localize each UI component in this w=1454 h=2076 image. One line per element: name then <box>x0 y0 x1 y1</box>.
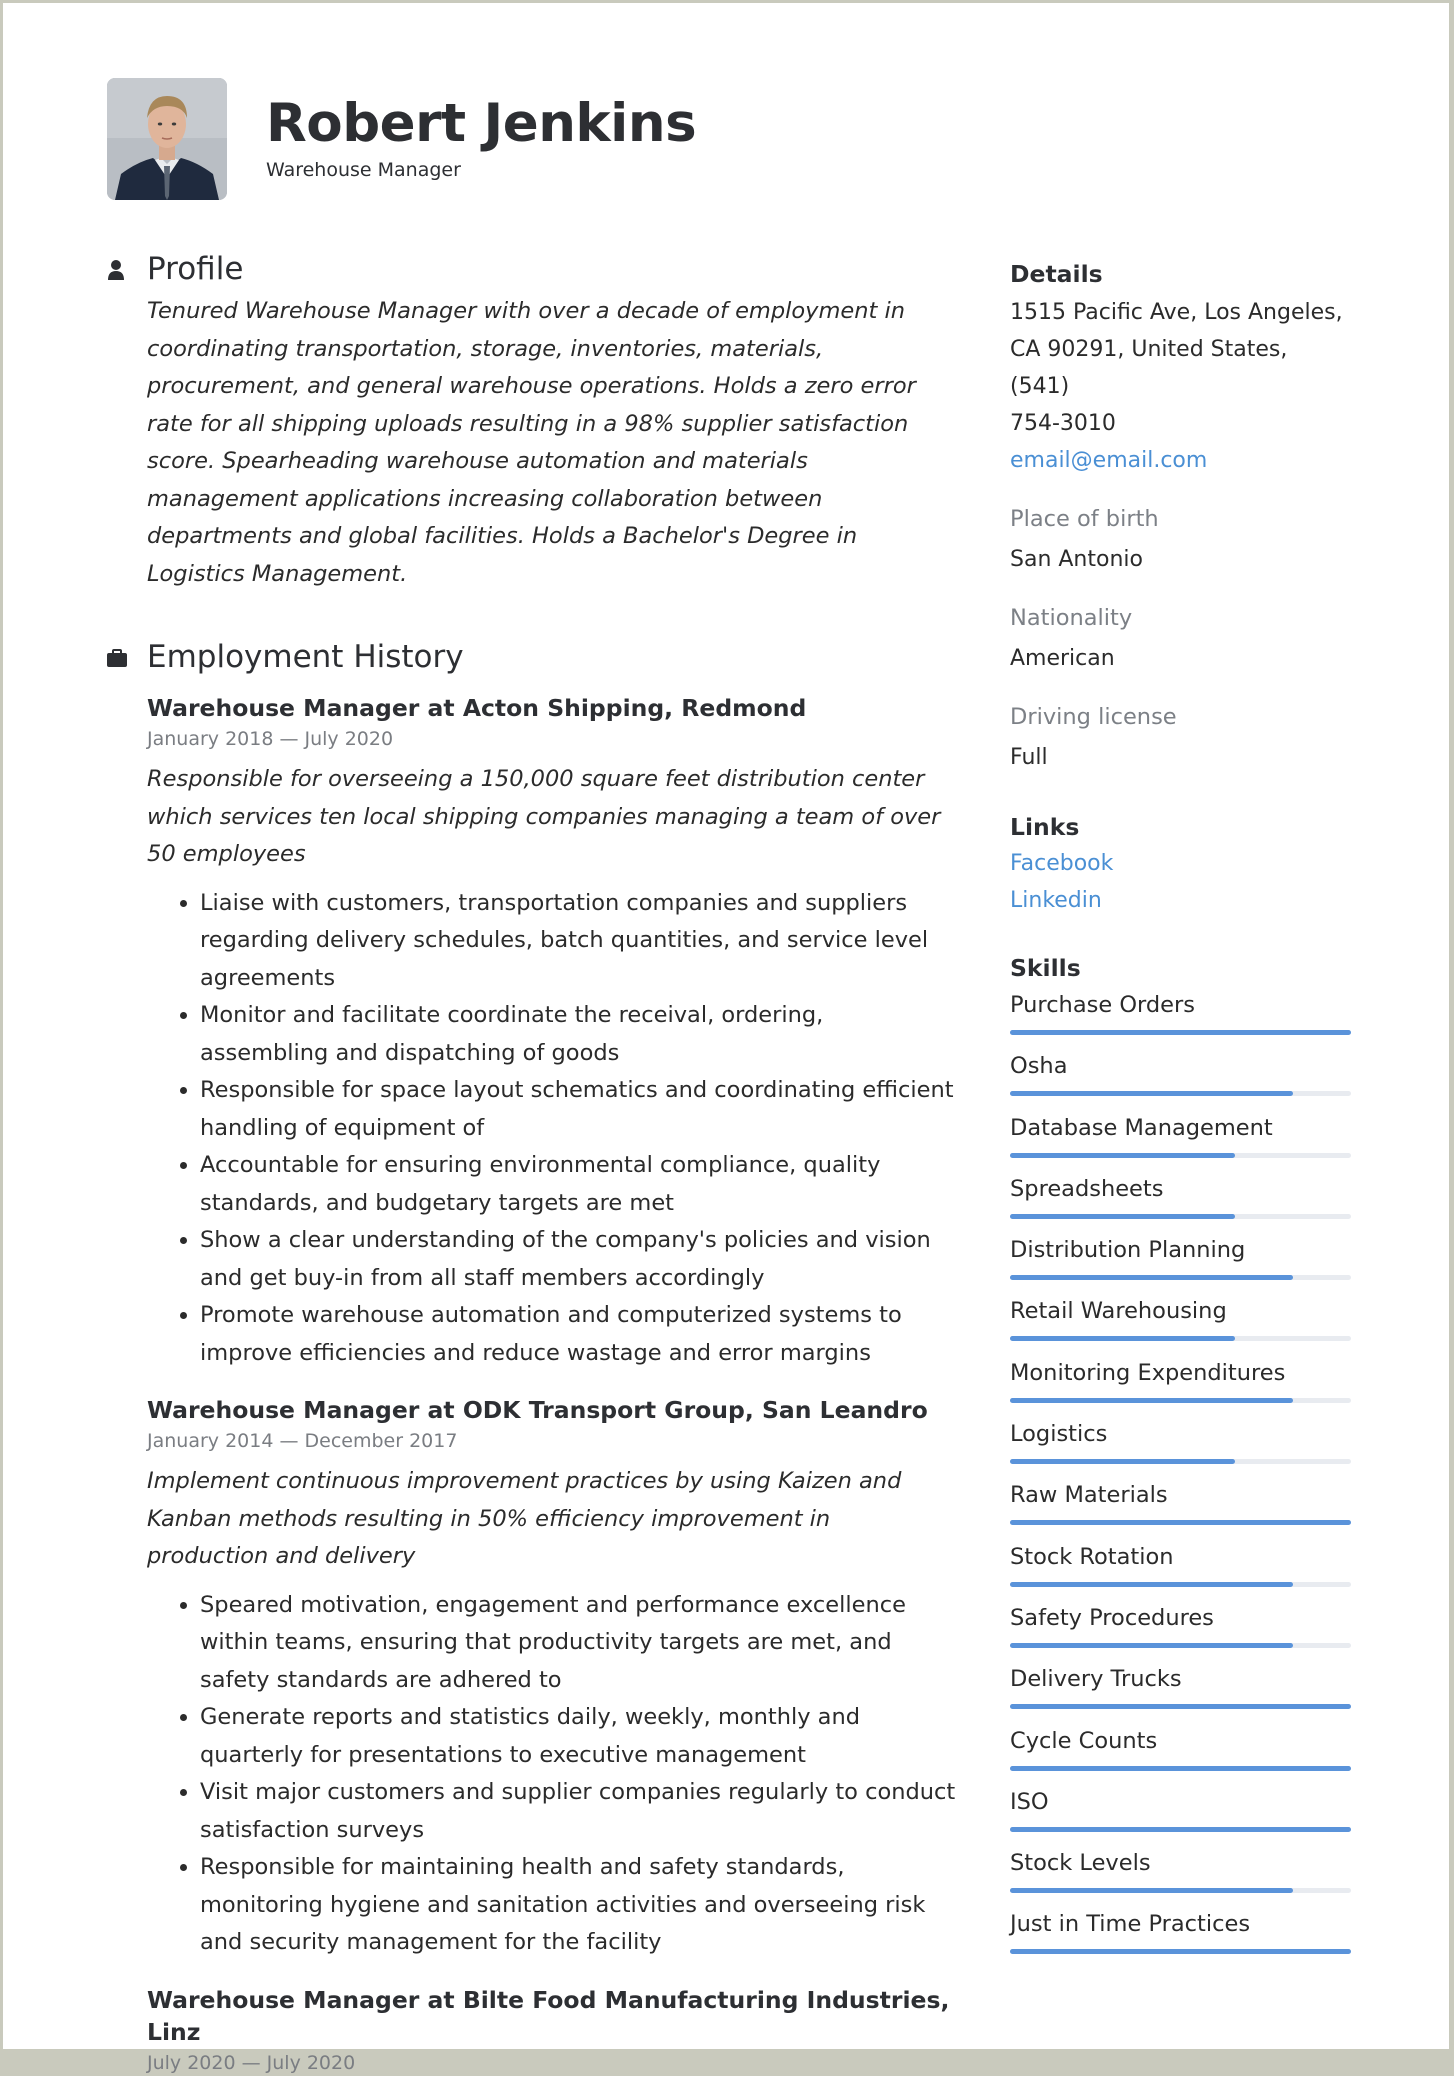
job-title: Warehouse Manager at Acton Shipping, Redmond <box>147 694 807 723</box>
profile-summary: Tenured Warehouse Manager with over a decade of employment in coordinating transportation, storage, inventories, materials, procurement, and general warehouse operations. Holds a zero error rate for all shipping uploads resulting in a 98% supplier satisfaction score. Spearheading warehouse automation and materials management applications increasing collaboration between departments and global facilities. Holds a Bachelor's Degree in Logistics Management. <box>147 298 916 587</box>
jobs-list <box>147 692 957 2076</box>
skill-name: Raw Materials <box>1010 1482 1168 1509</box>
skill-name: Spreadsheets <box>1010 1175 1164 1202</box>
links-heading: Links <box>1010 813 1080 841</box>
skill-level-fill <box>1010 1275 1293 1280</box>
skills-list <box>1010 988 1350 1969</box>
job-entry <box>147 1984 957 2076</box>
skill-name: Cycle Counts <box>1010 1727 1158 1754</box>
skill-level-fill <box>1010 1091 1293 1096</box>
skill-level-track <box>1010 1827 1351 1832</box>
skill-name: Monitoring Expenditures <box>1010 1359 1286 1386</box>
skill-name: Purchase Orders <box>1010 992 1195 1018</box>
avatar <box>107 78 227 200</box>
skill-name: ISO <box>1010 1788 1049 1815</box>
skill-level-fill <box>1010 1214 1235 1219</box>
skill-item <box>1010 1724 1350 1785</box>
skill-item <box>1010 1662 1350 1723</box>
job-bullet: • Accountable for ensuring environmental compliance, quality standards, and budgetary targets are met <box>200 1147 957 1222</box>
driving-license-value: Full <box>1010 745 1048 770</box>
skill-name: Safety Procedures <box>1010 1604 1214 1631</box>
skill-item <box>1010 1601 1350 1662</box>
skill-level-track <box>1010 1704 1351 1709</box>
skill-level-fill <box>1010 1459 1235 1464</box>
skill-item <box>1010 1172 1350 1233</box>
skill-item <box>1010 1294 1350 1355</box>
skill-level-track <box>1010 1520 1351 1525</box>
skill-level-track <box>1010 1275 1351 1280</box>
skill-level-fill <box>1010 1030 1351 1035</box>
skill-level-fill <box>1010 1336 1235 1341</box>
skill-level-fill <box>1010 1153 1235 1158</box>
skill-level-track <box>1010 1766 1351 1771</box>
skill-level-track <box>1010 1214 1351 1219</box>
skill-level-fill <box>1010 1766 1351 1771</box>
skill-level-track <box>1010 1153 1351 1158</box>
skill-name: Osha <box>1010 1053 1068 1080</box>
details-heading: Details <box>1010 260 1103 288</box>
skill-level-track <box>1010 1459 1351 1464</box>
job-bullet: • Responsible for maintaining health and safety standards, monitoring hygiene and sanitation activities and overseeing risk and security management for the facility <box>200 1849 957 1962</box>
job-bullet: • Liaise with customers, transportation companies and suppliers regarding delivery schedules, batch quantities, and service level agreements <box>200 885 957 998</box>
skill-item <box>1010 1907 1350 1968</box>
job-bullets <box>147 885 957 1373</box>
skill-level-track <box>1010 1643 1351 1648</box>
job-entry <box>147 692 957 1372</box>
skill-level-fill <box>1010 1888 1293 1893</box>
skill-name: Just in Time Practices <box>1010 1911 1251 1938</box>
place-of-birth-value: San Antonio <box>1010 547 1143 572</box>
job-dates: July 2020 — July 2020 <box>147 2051 356 2074</box>
skill-level-fill <box>1010 1398 1293 1403</box>
employment-heading: Employment History <box>147 639 464 676</box>
job-bullet: • Show a clear understanding of the company's policies and vision and get buy-in from all staff members accordingly <box>200 1222 957 1297</box>
job-dates: January 2018 — July 2020 <box>147 728 394 751</box>
skill-item <box>1010 1233 1350 1294</box>
resume-header <box>107 78 696 200</box>
skill-name: Stock Levels <box>1010 1850 1151 1877</box>
job-bullet: • Monitor and facilitate coordinate the receival, ordering, assembling and dispatching of goods <box>200 997 957 1072</box>
nationality-value: American <box>1010 646 1115 671</box>
job-description: Responsible for overseeing a 150,000 square feet distribution center which services ten local shipping companies managing a team of over 50 employees <box>147 766 941 868</box>
job-dates: January 2014 — December 2017 <box>147 1430 458 1453</box>
job-title: Warehouse Manager at ODK Transport Group, San Leandro <box>147 1396 928 1425</box>
job-bullets <box>147 1587 957 1962</box>
skill-level-track <box>1010 1030 1351 1035</box>
candidate-name: Robert Jenkins <box>266 92 697 154</box>
skill-level-track <box>1010 1398 1351 1403</box>
place-of-birth-label: Place of birth <box>1010 506 1159 532</box>
skill-level-track <box>1010 1949 1351 1954</box>
skill-name: Stock Rotation <box>1010 1543 1174 1570</box>
resume-page <box>3 3 1449 2074</box>
skill-name: Database Management <box>1010 1114 1273 1141</box>
skill-item <box>1010 1846 1350 1907</box>
facebook-link[interactable]: Facebook <box>1010 851 1114 876</box>
sidebar <box>1010 258 1350 1969</box>
skill-item <box>1010 1356 1350 1417</box>
skill-name: Logistics <box>1010 1421 1108 1448</box>
skill-level-fill <box>1010 1520 1351 1525</box>
skill-name: Retail Warehousing <box>1010 1298 1227 1325</box>
skill-level-track <box>1010 1091 1351 1096</box>
job-bullet: • Responsible for space layout schematics and coordinating efficient handling of equipment of <box>200 1072 957 1147</box>
skill-level-fill <box>1010 1582 1293 1587</box>
skill-level-track <box>1010 1336 1351 1341</box>
skill-item <box>1010 1785 1350 1846</box>
driving-license-label: Driving license <box>1010 704 1177 730</box>
person-icon <box>107 259 147 281</box>
job-title: Warehouse Manager at Bilte Food Manufacturing Industries, Linz <box>147 1985 950 2046</box>
skill-level-fill <box>1010 1643 1293 1648</box>
skill-item <box>1010 988 1350 1049</box>
job-bullet: • Promote warehouse automation and computerized systems to improve efficiencies and reduce wastage and error margins <box>200 1297 957 1372</box>
skill-level-fill <box>1010 1827 1351 1832</box>
candidate-title: Warehouse Manager <box>266 159 461 182</box>
name-block <box>266 92 697 182</box>
employment-section-header <box>107 639 957 676</box>
job-entry <box>147 1394 957 1962</box>
linkedin-link[interactable]: Linkedin <box>1010 888 1102 913</box>
skill-level-fill <box>1010 1949 1351 1954</box>
job-description: Implement continuous improvement practices by using Kaizen and Kanban methods resulting in 50% efficiency improvement in production and delivery <box>147 1468 902 1570</box>
main-column <box>107 251 957 2076</box>
job-bullet: • Generate reports and statistics daily, weekly, monthly and quarterly for presentations to executive management <box>200 1699 957 1774</box>
skill-level-track <box>1010 1582 1351 1587</box>
briefcase-icon <box>107 649 147 667</box>
skill-item <box>1010 1111 1350 1172</box>
address-line-2: CA 90291, United States, (541) <box>1010 337 1288 399</box>
skill-item <box>1010 1049 1350 1110</box>
nationality-label: Nationality <box>1010 605 1133 631</box>
skills-heading: Skills <box>1010 954 1081 982</box>
job-bullet: • Speared motivation, engagement and performance excellence within teams, ensuring that productivity targets are met, and safety standards are adhered to <box>200 1587 957 1700</box>
skill-item <box>1010 1478 1350 1539</box>
address-line-1: 1515 Pacific Ave, Los Angeles, <box>1010 300 1343 325</box>
skill-level-track <box>1010 1888 1351 1893</box>
skill-level-fill <box>1010 1704 1351 1709</box>
profile-section-header <box>107 251 957 288</box>
skill-name: Delivery Trucks <box>1010 1666 1182 1693</box>
email-link[interactable]: email@email.com <box>1010 448 1208 473</box>
skill-name: Distribution Planning <box>1010 1237 1246 1264</box>
skill-item <box>1010 1417 1350 1478</box>
profile-heading: Profile <box>147 251 244 287</box>
address-line-3: 754-3010 <box>1010 411 1116 436</box>
skill-item <box>1010 1540 1350 1601</box>
job-bullet: • Visit major customers and supplier companies regularly to conduct satisfaction surveys <box>200 1774 957 1849</box>
